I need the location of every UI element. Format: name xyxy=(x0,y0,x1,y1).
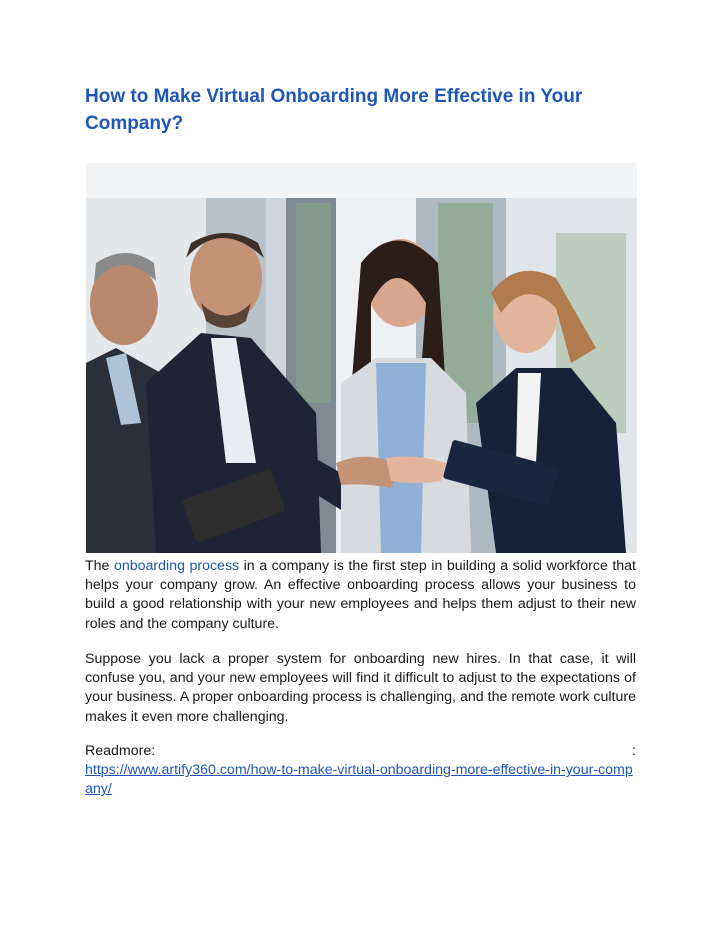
readmore-url-link[interactable]: https://www.artify360.com/how-to-make-virtual-onboarding-more-effective-in-your-company/ xyxy=(85,762,633,798)
readmore-row xyxy=(85,742,636,761)
business-handshake-photo xyxy=(86,163,637,553)
second-paragraph: Suppose you lack a proper system for onboarding new hires. In that case, it will confuse you, and your new employees will find it difficult to adjust to the expectations of your business. A proper onboarding process is challenging, and the remote work culture makes it even more challenging. xyxy=(85,651,636,725)
page-title: How to Make Virtual Onboarding More Effective in Your Company? xyxy=(85,86,583,134)
readmore-section xyxy=(85,742,636,800)
readmore-colon: : xyxy=(632,743,636,759)
readmore-label: Readmore: xyxy=(85,743,156,759)
intro-text-rest: in a company is the first step in building a solid workforce that helps your company grow. An effective onboarding process allows your business to build a good relationship with your new employees and helps them adjust to their new roles and the company culture. xyxy=(85,558,637,632)
intro-text-start: The xyxy=(85,558,114,574)
intro-paragraph xyxy=(85,557,636,634)
onboarding-process-link[interactable]: onboarding process xyxy=(113,558,240,574)
hero-image xyxy=(86,163,637,553)
